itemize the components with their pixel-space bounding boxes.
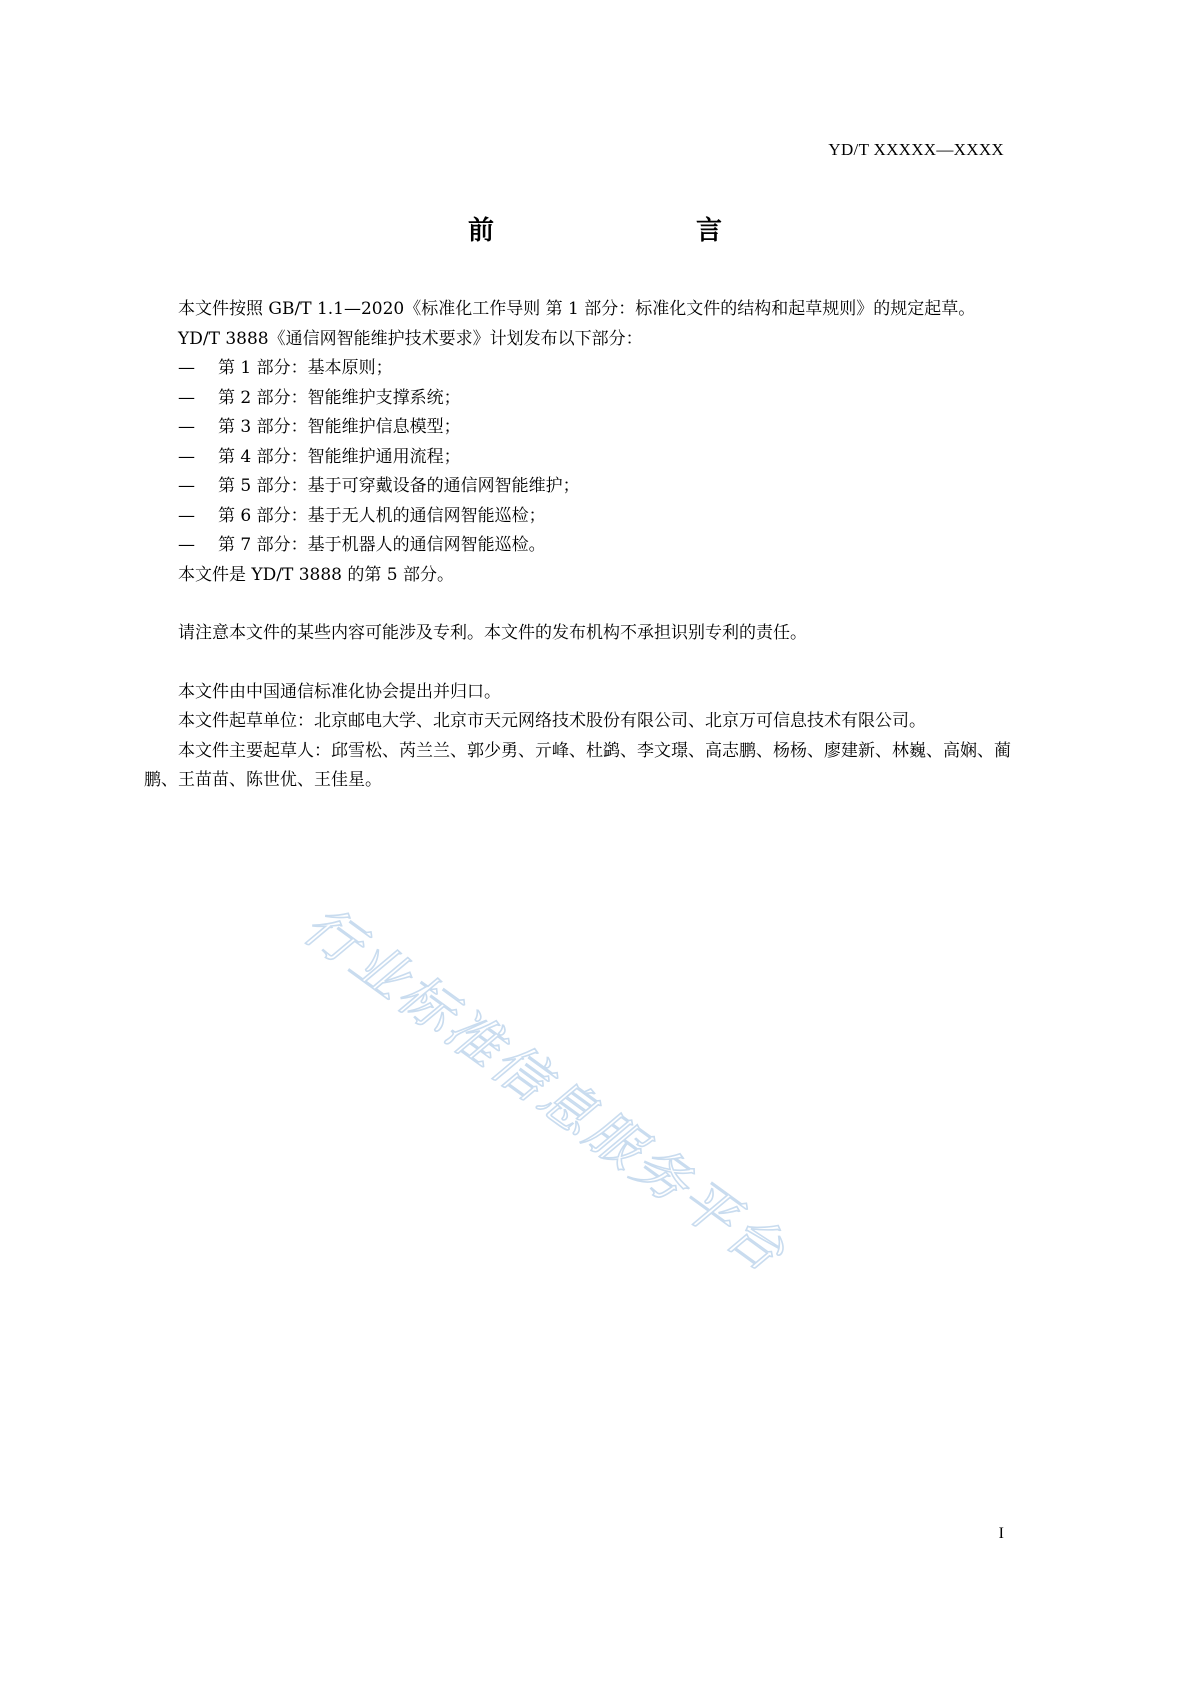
dash-bullet: —	[178, 535, 195, 555]
document-code: YD/T XXXXX—XXXX	[828, 140, 1004, 159]
paragraph-series-plan: YD/T 3888《通信网智能维护技术要求》计划发布以下部分：	[178, 328, 643, 349]
paragraph-drafting-basis: 本文件按照 GB/T 1.1—2020《标准化工作导则 第 1 部分：标准化文件的结构和起草规则》的规定起草。	[178, 299, 976, 319]
document-body	[144, 295, 1044, 796]
list-item-text: 第 5 部分：基于可穿戴设备的通信网智能维护；	[218, 476, 580, 496]
page-title: 前 言	[467, 216, 772, 246]
dash-bullet: —	[178, 358, 195, 378]
list-item-text: 第 4 部分：智能维护通用流程；	[218, 446, 461, 467]
list-item-text: 第 3 部分：智能维护信息模型；	[218, 417, 461, 437]
dash-bullet: —	[178, 505, 195, 526]
list-item-text: 第 2 部分：智能维护支撑系统；	[218, 387, 461, 408]
list-item	[144, 443, 1044, 473]
list-item-text: 第 1 部分：基本原则；	[218, 358, 393, 378]
dash-bullet: —	[178, 446, 195, 467]
dash-bullet: —	[178, 476, 195, 496]
list-item	[144, 531, 1044, 561]
list-item	[144, 472, 1044, 502]
paragraph-patent-notice: 请注意本文件的某些内容可能涉及专利。本文件的发布机构不承担识别专利的责任。	[178, 623, 807, 643]
paragraph-part-number: 本文件是 YD/T 3888 的第 5 部分。	[178, 564, 455, 585]
list-item	[144, 384, 1044, 414]
paragraph-drafters: 本文件主要起草人：邱雪松、芮兰兰、郭少勇、亓峰、杜鹢、李文璟、高志鹏、杨杨、廖建新、林巍、高娴、蔺鹏、王苗苗、陈世优、王佳星。	[144, 740, 1011, 790]
list-item	[144, 502, 1044, 532]
page-number: I	[998, 1525, 1004, 1542]
watermark-graphic	[292, 893, 799, 1286]
list-item-text: 第 7 部分：基于机器人的通信网智能巡检。	[218, 535, 546, 555]
watermark-text: 行业标准信息服务平台	[292, 893, 799, 1286]
list-item	[144, 354, 1044, 384]
paragraph-proposer: 本文件由中国通信标准化协会提出并归口。	[178, 681, 501, 702]
paragraph-drafting-units: 本文件起草单位：北京邮电大学、北京市天元网络技术股份有限公司、北京万可信息技术有限公司。	[178, 711, 926, 731]
list-item	[144, 413, 1044, 443]
watermark	[292, 893, 799, 1286]
list-item-text: 第 6 部分：基于无人机的通信网智能巡检；	[218, 505, 546, 526]
dash-bullet: —	[178, 387, 195, 408]
dash-bullet: —	[178, 417, 195, 437]
